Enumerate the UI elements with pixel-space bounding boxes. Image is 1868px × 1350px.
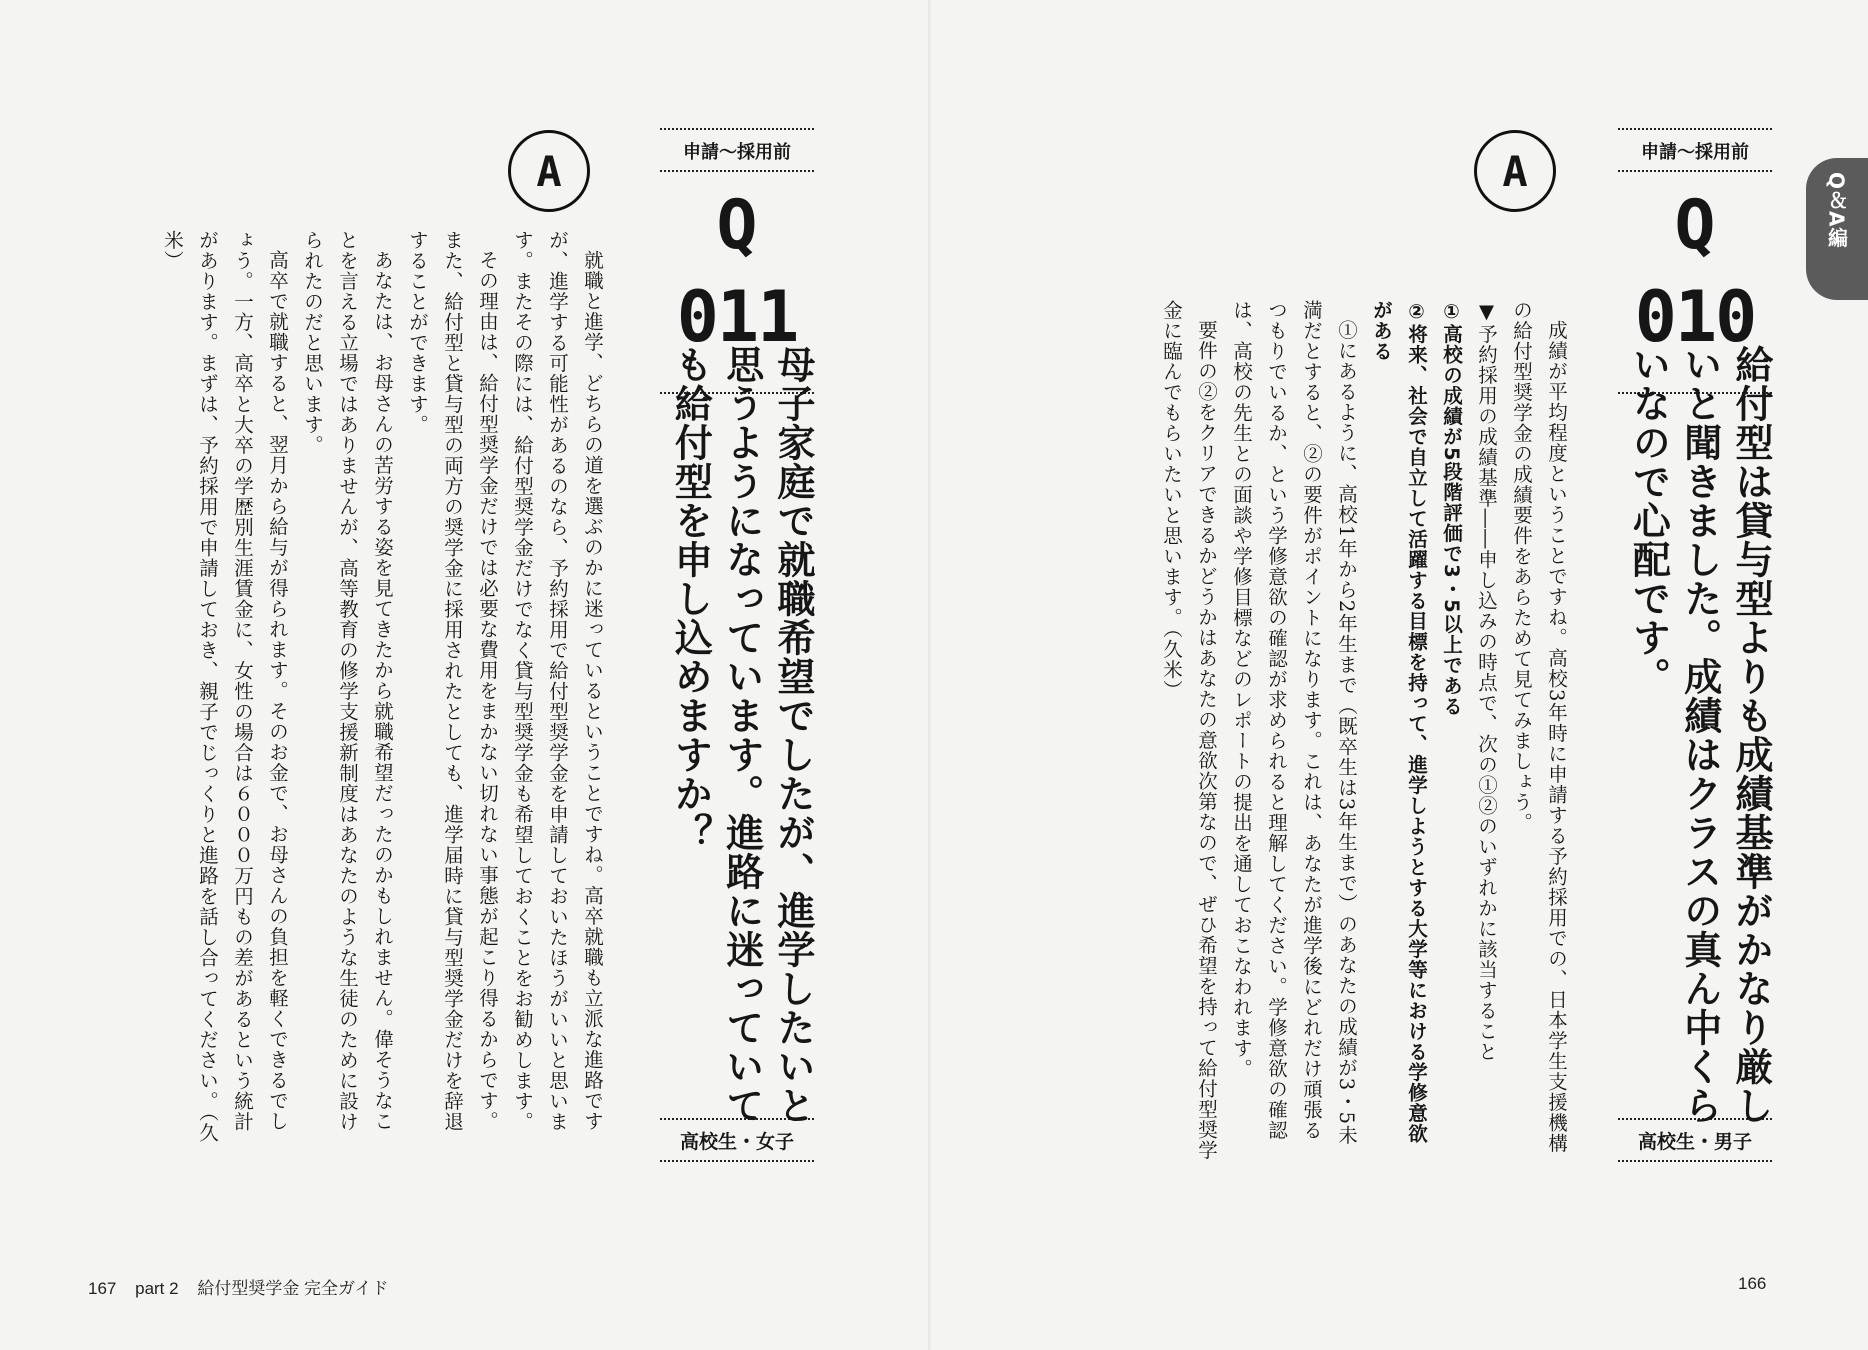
page-footer: [88, 1274, 389, 1299]
q-letter: Q: [716, 186, 758, 265]
criteria-item: ①高校の成績が5段階評価で3・5以上である: [1440, 300, 1463, 717]
answer-paragraph: その理由は、給付型奨学金だけでは必要な費用をまかない切れない事態が起こり得るからです。また、給付型と貸与型の両方の奨学金に採用されたとしても、進学届時に貸与型奨学金だけを辞退することができます。: [406, 230, 499, 1132]
page-footer: [1738, 1274, 1766, 1294]
question-text: 母子家庭で就職希望でしたが、進学したいと思うようになっています。進路に迷っていても給付型を申し込めますか？: [668, 345, 815, 1125]
answer-body: [990, 300, 1574, 1160]
asker-label: 高校生・女子: [679, 1131, 794, 1153]
answer-paragraph: あなたは、お母さんの苦労する姿を見てきたから就職希望だったのかもしれません。偉そうなことを言える立場ではありませんが、高等教育の修学支援新制度はあなたのような生徒のために設けられたのだと思います。: [301, 230, 394, 1132]
answer-paragraph: 就職と進学、どちらの道を選ぶのかに迷っているということですね。高卒就職も立派な進路ですが、進学する可能性があるのなら、予約採用で給付型奨学金を申請しておいたほうがいいと思います。またその際には、給付型奨学金だけでなく貸与型奨学金も希望しておくことをお勧めします。: [511, 230, 604, 1132]
answer-intro: 成績が平均程度ということですね。高校3年時に申請する予約採用での、日本学生支援機構の給付型奨学金の成績要件をあらためて見てみましょう。: [1510, 300, 1568, 1153]
criteria-item: ②将来、社会で自立して活躍する目標を持って、進学しようとする大学等における学修意欲がある: [1370, 300, 1428, 1144]
book-title: 給付型奨学金 完全ガイド: [197, 1279, 389, 1298]
question-number: 010: [1634, 276, 1756, 358]
left-page: [0, 0, 930, 1350]
category-label: 申請〜採用前: [683, 142, 791, 163]
question-number: 011: [676, 276, 798, 358]
criteria-lead: ▼予約採用の成績基準――申し込みの時点で、次の①②のいずれかに該当すること: [1475, 300, 1498, 1062]
section-tab: [1806, 158, 1868, 300]
answer-paragraph: 要件の②をクリアできるかどうかはあなたの意欲次第なので、ぜひ希望を持って給付型奨学金に臨んでもらいたいと思います。（久米）: [1160, 300, 1218, 1160]
answer-paragraph: 高卒で就職すると、翌月から給与が得られます。そのお金で、お母さんの負担を軽くできるでしょう。一方、高卒と大卒の学歴別生涯賃金に、女性の場合は６０００万円もの差があるという統計があります。まずは、予約採用で申請しておき、親子でじっくりと進路を話し合ってください。（久米）: [161, 230, 289, 1143]
answer-a-icon: A: [1474, 130, 1556, 212]
answer-a-icon: A: [508, 130, 590, 212]
part-label: part 2: [135, 1279, 179, 1298]
page-number: 166: [1738, 1274, 1767, 1293]
section-tab-label: Q＆A編: [1824, 172, 1849, 249]
answer-paragraph: ①にあるように、高校1年から2年生まで（既卒生は3年生まで）のあなたの成績が3・5未満だとすると、②の要件がポイントになります。これは、あなたが進学後にどれだけ頑張るつもりでいるか、という学修意欲の確認が求められると理解してください。学修意欲の確認は、高校の先生との面談や学修目標などのレポートの提出を通しておこなわれます。: [1230, 300, 1358, 1146]
q-letter: Q: [1674, 186, 1716, 265]
page-number: 167: [88, 1279, 117, 1298]
right-page: [930, 0, 1868, 1350]
answer-body: [90, 230, 610, 1150]
category-label: 申請〜採用前: [1641, 142, 1749, 163]
asker-label: 高校生・男子: [1637, 1131, 1752, 1153]
question-text: 給付型は貸与型よりも成績基準がかなり厳しいと聞きました。成績はクラスの真ん中くらいなので心配です。: [1626, 345, 1773, 1125]
